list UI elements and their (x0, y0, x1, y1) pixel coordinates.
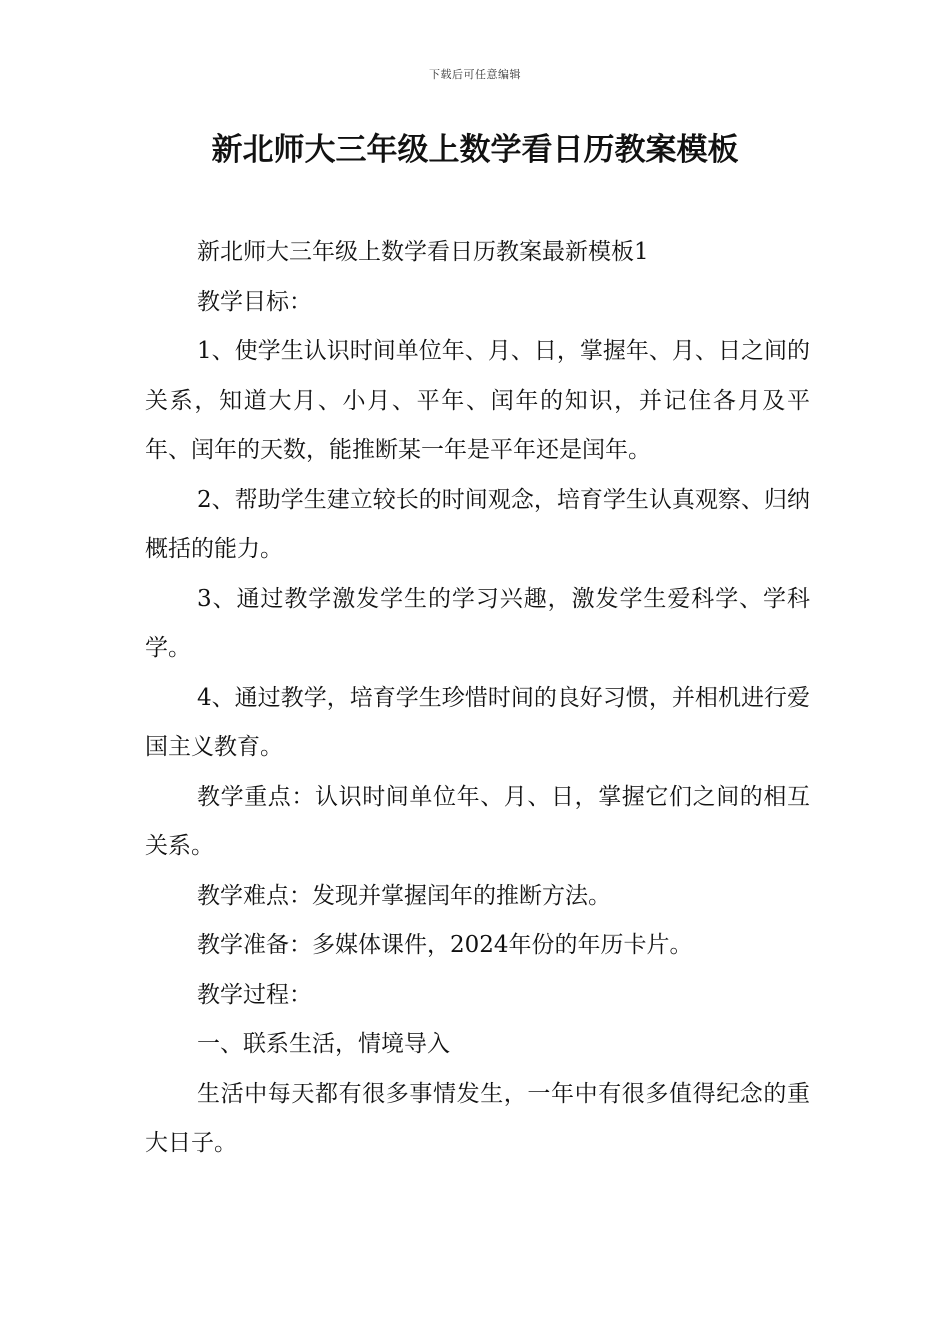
paragraph-process-heading: 教学过程： (197, 981, 312, 1008)
paragraph-difficulty: 教学难点：发现并掌握闰年的推断方法。 (197, 882, 611, 909)
paragraph-subtitle: 新北师大三年级上数学看日历教案最新模板1 (197, 239, 649, 265)
paragraph-objective-1: 1、使学生认识时间单位年、月、日，掌握年、月、日之间的关系，知道大月、小月、平年、闰年的知识，并记住各月及平年、闰年的天数，能推断某一年是平年还是闰年。 (145, 338, 810, 463)
paragraph-objective-2: 2、帮助学生建立较长的时间观念，培育学生认真观察、归纳概括的能力。 (145, 486, 810, 562)
paragraph-objective-4: 4、通过教学，培育学生珍惜时间的良好习惯，并相机进行爱国主义教育。 (145, 684, 810, 760)
paragraph-intro: 生活中每天都有很多事情发生，一年中有很多值得纪念的重大日子。 (145, 1080, 810, 1156)
paragraph-key-point: 教学重点：认识时间单位年、月、日，掌握它们之间的相互关系。 (145, 783, 810, 859)
paragraph-objectives-heading: 教学目标： (197, 288, 312, 315)
paragraph-section-1-heading: 一、联系生活，情境导入 (197, 1031, 450, 1057)
paragraph-preparation: 教学准备：多媒体课件，2024年份的年历卡片。 (197, 932, 693, 958)
document-title: 新北师大三年级上数学看日历教案模板 (211, 132, 739, 168)
paragraph-objective-3: 3、通过教学激发学生的学习兴趣，激发学生爱科学、学科学。 (145, 585, 810, 661)
document-body (145, 228, 810, 1169)
download-note: 下载后可任意编辑 (429, 68, 521, 81)
